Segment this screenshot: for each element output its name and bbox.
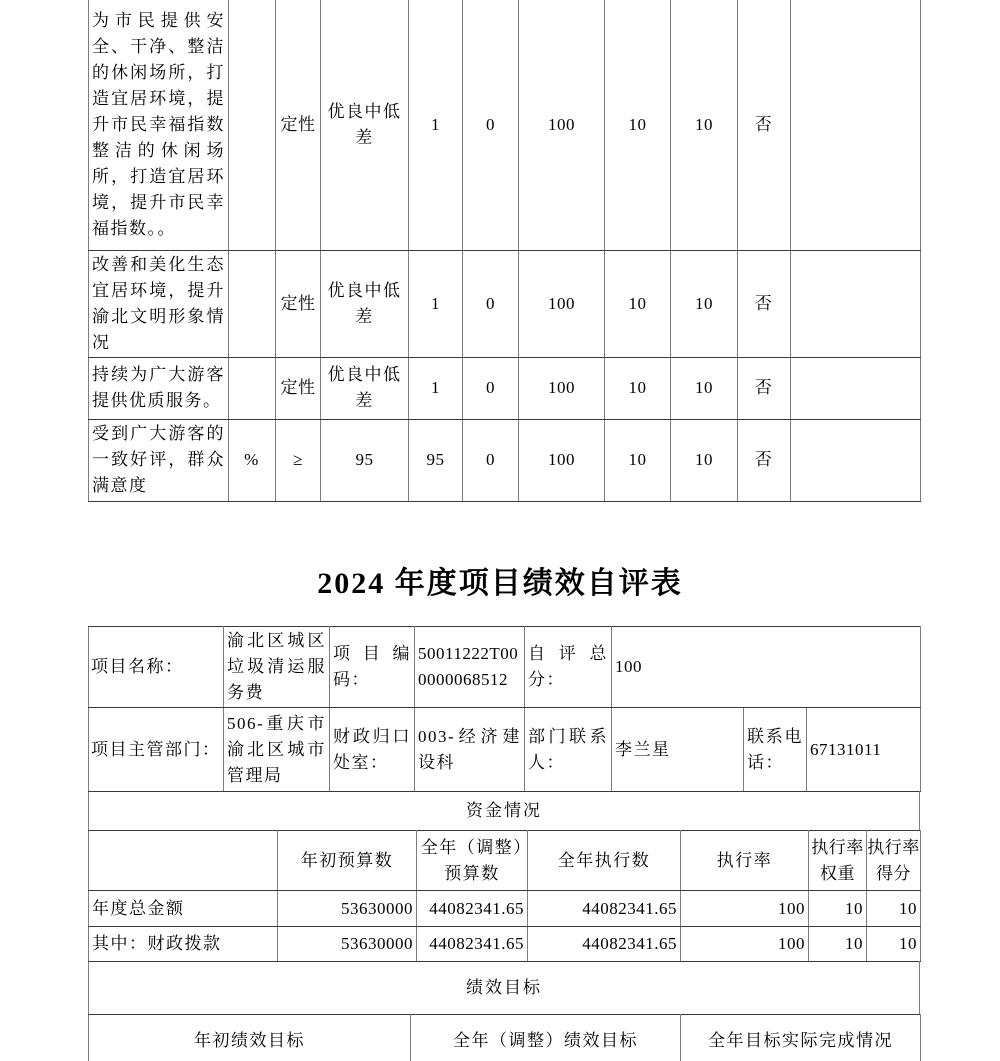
funding-table	[88, 830, 921, 962]
completion-rate-cell: 100	[519, 250, 605, 357]
funding-header-adjusted-budget: 全年（调整）预算数	[417, 831, 528, 891]
unit-cell	[229, 0, 276, 250]
funding-value-cell: 44082341.65	[528, 927, 681, 962]
funding-value-cell: 53630000	[278, 927, 417, 962]
deviation-cell: 0	[463, 0, 519, 250]
page-title: 2024 年度项目绩效自评表	[317, 567, 683, 600]
funding-header-empty	[89, 831, 278, 891]
contact-value: 李兰星	[612, 708, 744, 792]
table-row	[89, 792, 920, 831]
weight-cell: 10	[605, 250, 671, 357]
funding-row-label: 其中：财政拨款	[89, 927, 278, 962]
table-row	[89, 831, 921, 891]
finance-office-label: 财政归口处室：	[330, 708, 415, 792]
indicator-text-cell: 为市民提供安全、干净、整洁的休闲场所，打造宜居环境，提升市民幸福指数整洁的休闲场所，打造宜居环境，提升市民幸福指数。。	[89, 0, 229, 250]
unit-cell: %	[229, 419, 276, 501]
funding-header-rate-score: 执行率得分	[867, 831, 921, 891]
table-row	[89, 357, 921, 419]
indicator-nature-cell: 定性	[276, 250, 321, 357]
deviation-flag-cell: 否	[738, 0, 791, 250]
unit-cell	[229, 357, 276, 419]
project-code-value: 50011222T000000068512	[415, 627, 525, 708]
target-grade-cell: 优良中低差	[321, 357, 409, 419]
completion-rate-cell: 100	[519, 357, 605, 419]
project-name-value: 渝北区城区垃圾清运服务费	[224, 627, 330, 708]
score-cell: 10	[671, 419, 738, 501]
target-value-cell: 1	[409, 0, 463, 250]
indicator-nature-cell: 定性	[276, 357, 321, 419]
perf-header-initial-goal: 年初绩效目标	[89, 1015, 411, 1061]
deviation-flag-cell: 否	[738, 357, 791, 419]
funding-value-cell: 10	[867, 891, 921, 927]
finance-office-value: 003-经济建设科	[415, 708, 525, 792]
self-score-value: 100	[612, 627, 921, 708]
indicator-text-cell: 受到广大游客的一致好评，群众满意度	[89, 419, 229, 501]
funding-header-executed: 全年执行数	[528, 831, 681, 891]
weight-cell: 10	[605, 357, 671, 419]
dept-label: 项目主管部门：	[89, 708, 224, 792]
perf-header-actual-completion: 全年目标实际完成情况	[681, 1015, 921, 1061]
contact-label: 部门联系人：	[525, 708, 612, 792]
funding-value-cell: 100	[681, 891, 809, 927]
deviation-cell: 0	[463, 250, 519, 357]
target-value-cell: 1	[409, 357, 463, 419]
table-row	[89, 627, 921, 708]
dept-value: 506-重庆市渝北区城市管理局	[224, 708, 330, 792]
weight-cell: 10	[605, 0, 671, 250]
funding-value-cell: 44082341.65	[417, 927, 528, 962]
funding-value-cell: 100	[681, 927, 809, 962]
target-value-cell: 1	[409, 250, 463, 357]
indicator-text-cell: 持续为广大游客提供优质服务。	[89, 357, 229, 419]
completion-rate-cell: 100	[519, 419, 605, 501]
table-row	[89, 927, 921, 962]
table-row	[89, 250, 921, 357]
table-row	[89, 962, 920, 1015]
target-grade-cell: 优良中低差	[321, 0, 409, 250]
remark-cell	[791, 419, 921, 501]
target-grade-cell: 95	[321, 419, 409, 501]
funding-header-initial-budget: 年初预算数	[278, 831, 417, 891]
self-evaluation-table	[88, 626, 920, 1061]
phone-value: 67131011	[807, 708, 921, 792]
weight-cell: 10	[605, 419, 671, 501]
remark-cell	[791, 250, 921, 357]
table-row	[89, 0, 921, 250]
deviation-flag-cell: 否	[738, 250, 791, 357]
self-score-label: 自评总分：	[525, 627, 612, 708]
funding-value-cell: 44082341.65	[528, 891, 681, 927]
score-cell: 10	[671, 250, 738, 357]
indicator-nature-cell: ≥	[276, 419, 321, 501]
remark-cell	[791, 0, 921, 250]
funding-value-cell: 10	[809, 891, 867, 927]
performance-section-title: 绩效目标	[89, 962, 920, 1015]
table-row	[89, 1015, 921, 1061]
funding-value-cell: 44082341.65	[417, 891, 528, 927]
score-cell: 10	[671, 357, 738, 419]
deviation-cell: 0	[463, 419, 519, 501]
target-value-cell: 95	[409, 419, 463, 501]
funding-section-title: 资金情况	[89, 792, 920, 831]
deviation-cell: 0	[463, 357, 519, 419]
table-row	[89, 891, 921, 927]
remark-cell	[791, 357, 921, 419]
funding-value-cell: 53630000	[278, 891, 417, 927]
indicator-text-cell: 改善和美化生态宜居环境，提升渝北文明形象情况	[89, 250, 229, 357]
target-grade-cell: 优良中低差	[321, 250, 409, 357]
completion-rate-cell: 100	[519, 0, 605, 250]
funding-value-cell: 10	[867, 927, 921, 962]
funding-row-label: 年度总金额	[89, 891, 278, 927]
project-code-label: 项目编码：	[330, 627, 415, 708]
unit-cell	[229, 250, 276, 357]
funding-header-rate-weight: 执行率权重	[809, 831, 867, 891]
funding-section	[88, 791, 920, 831]
funding-value-cell: 10	[809, 927, 867, 962]
table-row	[89, 708, 921, 792]
table-row	[89, 419, 921, 501]
deviation-flag-cell: 否	[738, 419, 791, 501]
indicator-nature-cell: 定性	[276, 0, 321, 250]
indicator-table	[88, 0, 921, 502]
phone-label: 联系电话：	[744, 708, 807, 792]
score-cell: 10	[671, 0, 738, 250]
project-name-label: 项目名称：	[89, 627, 224, 708]
performance-section	[88, 961, 920, 1015]
project-info-table	[88, 626, 921, 792]
funding-header-exec-rate: 执行率	[681, 831, 809, 891]
perf-header-adjusted-goal: 全年（调整）绩效目标	[411, 1015, 681, 1061]
performance-header-table	[88, 1014, 921, 1061]
